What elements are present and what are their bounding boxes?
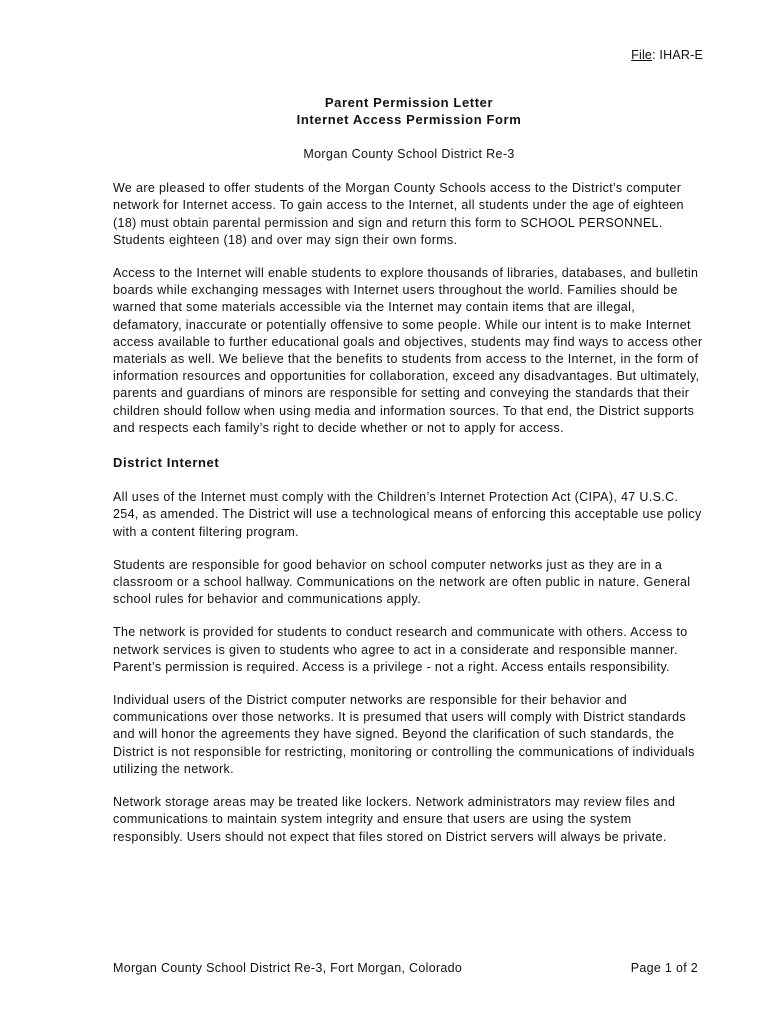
document-title-line-1: Parent Permission Letter xyxy=(324,95,494,110)
section-paragraph: The network is provided for students to conduct research and communicate with others. Access to network services is given to students who agree to act in a considerate and responsible manner. Parent’s permission is required. Access is a privilege - not a right. Access entails responsibility. xyxy=(113,625,688,674)
footer-district: Morgan County School District Re-3, Fort Morgan, Colorado xyxy=(113,961,463,975)
section-paragraph: Individual users of the District computer networks are responsible for their behavior and communications over those networks. It is presumed that users will comply with District standards and will honor the agreements they have signed. Beyond the clarification of such standards, the District is not responsible for restricting, monitoring or controlling the communications of individuals utilizing the network. xyxy=(113,693,695,776)
district-name: Morgan County School District Re-3 xyxy=(303,147,515,161)
file-label: File xyxy=(631,48,653,62)
section-paragraph: All uses of the Internet must comply with the Children’s Internet Protection Act (CIPA), 47 U.S.C. 254, as amended. The District will use a technological means of enforcing this acceptable use policy with a content filtering program. xyxy=(113,490,702,539)
section-paragraph: Network storage areas may be treated like lockers. Network administrators may review files and communications to maintain system integrity and ensure that users are using the system responsibly. Users should not expect that files stored on District servers will always be private. xyxy=(113,795,676,844)
document-title-line-2: Internet Access Permission Form xyxy=(296,112,522,127)
document-body xyxy=(113,94,705,846)
intro-paragraph: Access to the Internet will enable students to explore thousands of libraries, databases, and bulletin boards while exchanging messages with Internet users throughout the world. Families should be warned that some materials accessible via the Internet may contain items that are illegal, defamatory, inaccurate or potentially offensive to some people. While our intent is to make Internet access available to further educational goals and objectives, students may find ways to access other materials as well. We believe that the benefits to students from access to the Internet, in the form of information resources and opportunities for collaboration, exceed any disadvantages. But ultimately, parents and guardians of minors are responsible for setting and conveying the standards that their children should follow when using media and information sources. To that end, the District supports and respects each family’s right to decide whether or not to apply for access. xyxy=(113,266,703,435)
section-paragraph: Students are responsible for good behavior on school computer networks just as they are in a classroom or a school hallway. Communications on the network are often public in nature. General school rules for behavior and communications apply. xyxy=(113,557,691,607)
page-footer xyxy=(113,961,698,975)
page-number: Page 1 of 2 xyxy=(630,961,698,975)
intro-paragraph: We are pleased to offer students of the Morgan County Schools access to the District’s computer network for Internet access. To gain access to the Internet, all students under the age of eighteen (18) must obtain parental permission and sign and return this form to SCHOOL PERSONNEL. Students eighteen (18) and over may sign their own forms. xyxy=(113,181,684,247)
section-heading: District Internet xyxy=(113,455,220,471)
file-reference xyxy=(631,48,703,62)
file-code: : IHAR-E xyxy=(652,48,703,62)
